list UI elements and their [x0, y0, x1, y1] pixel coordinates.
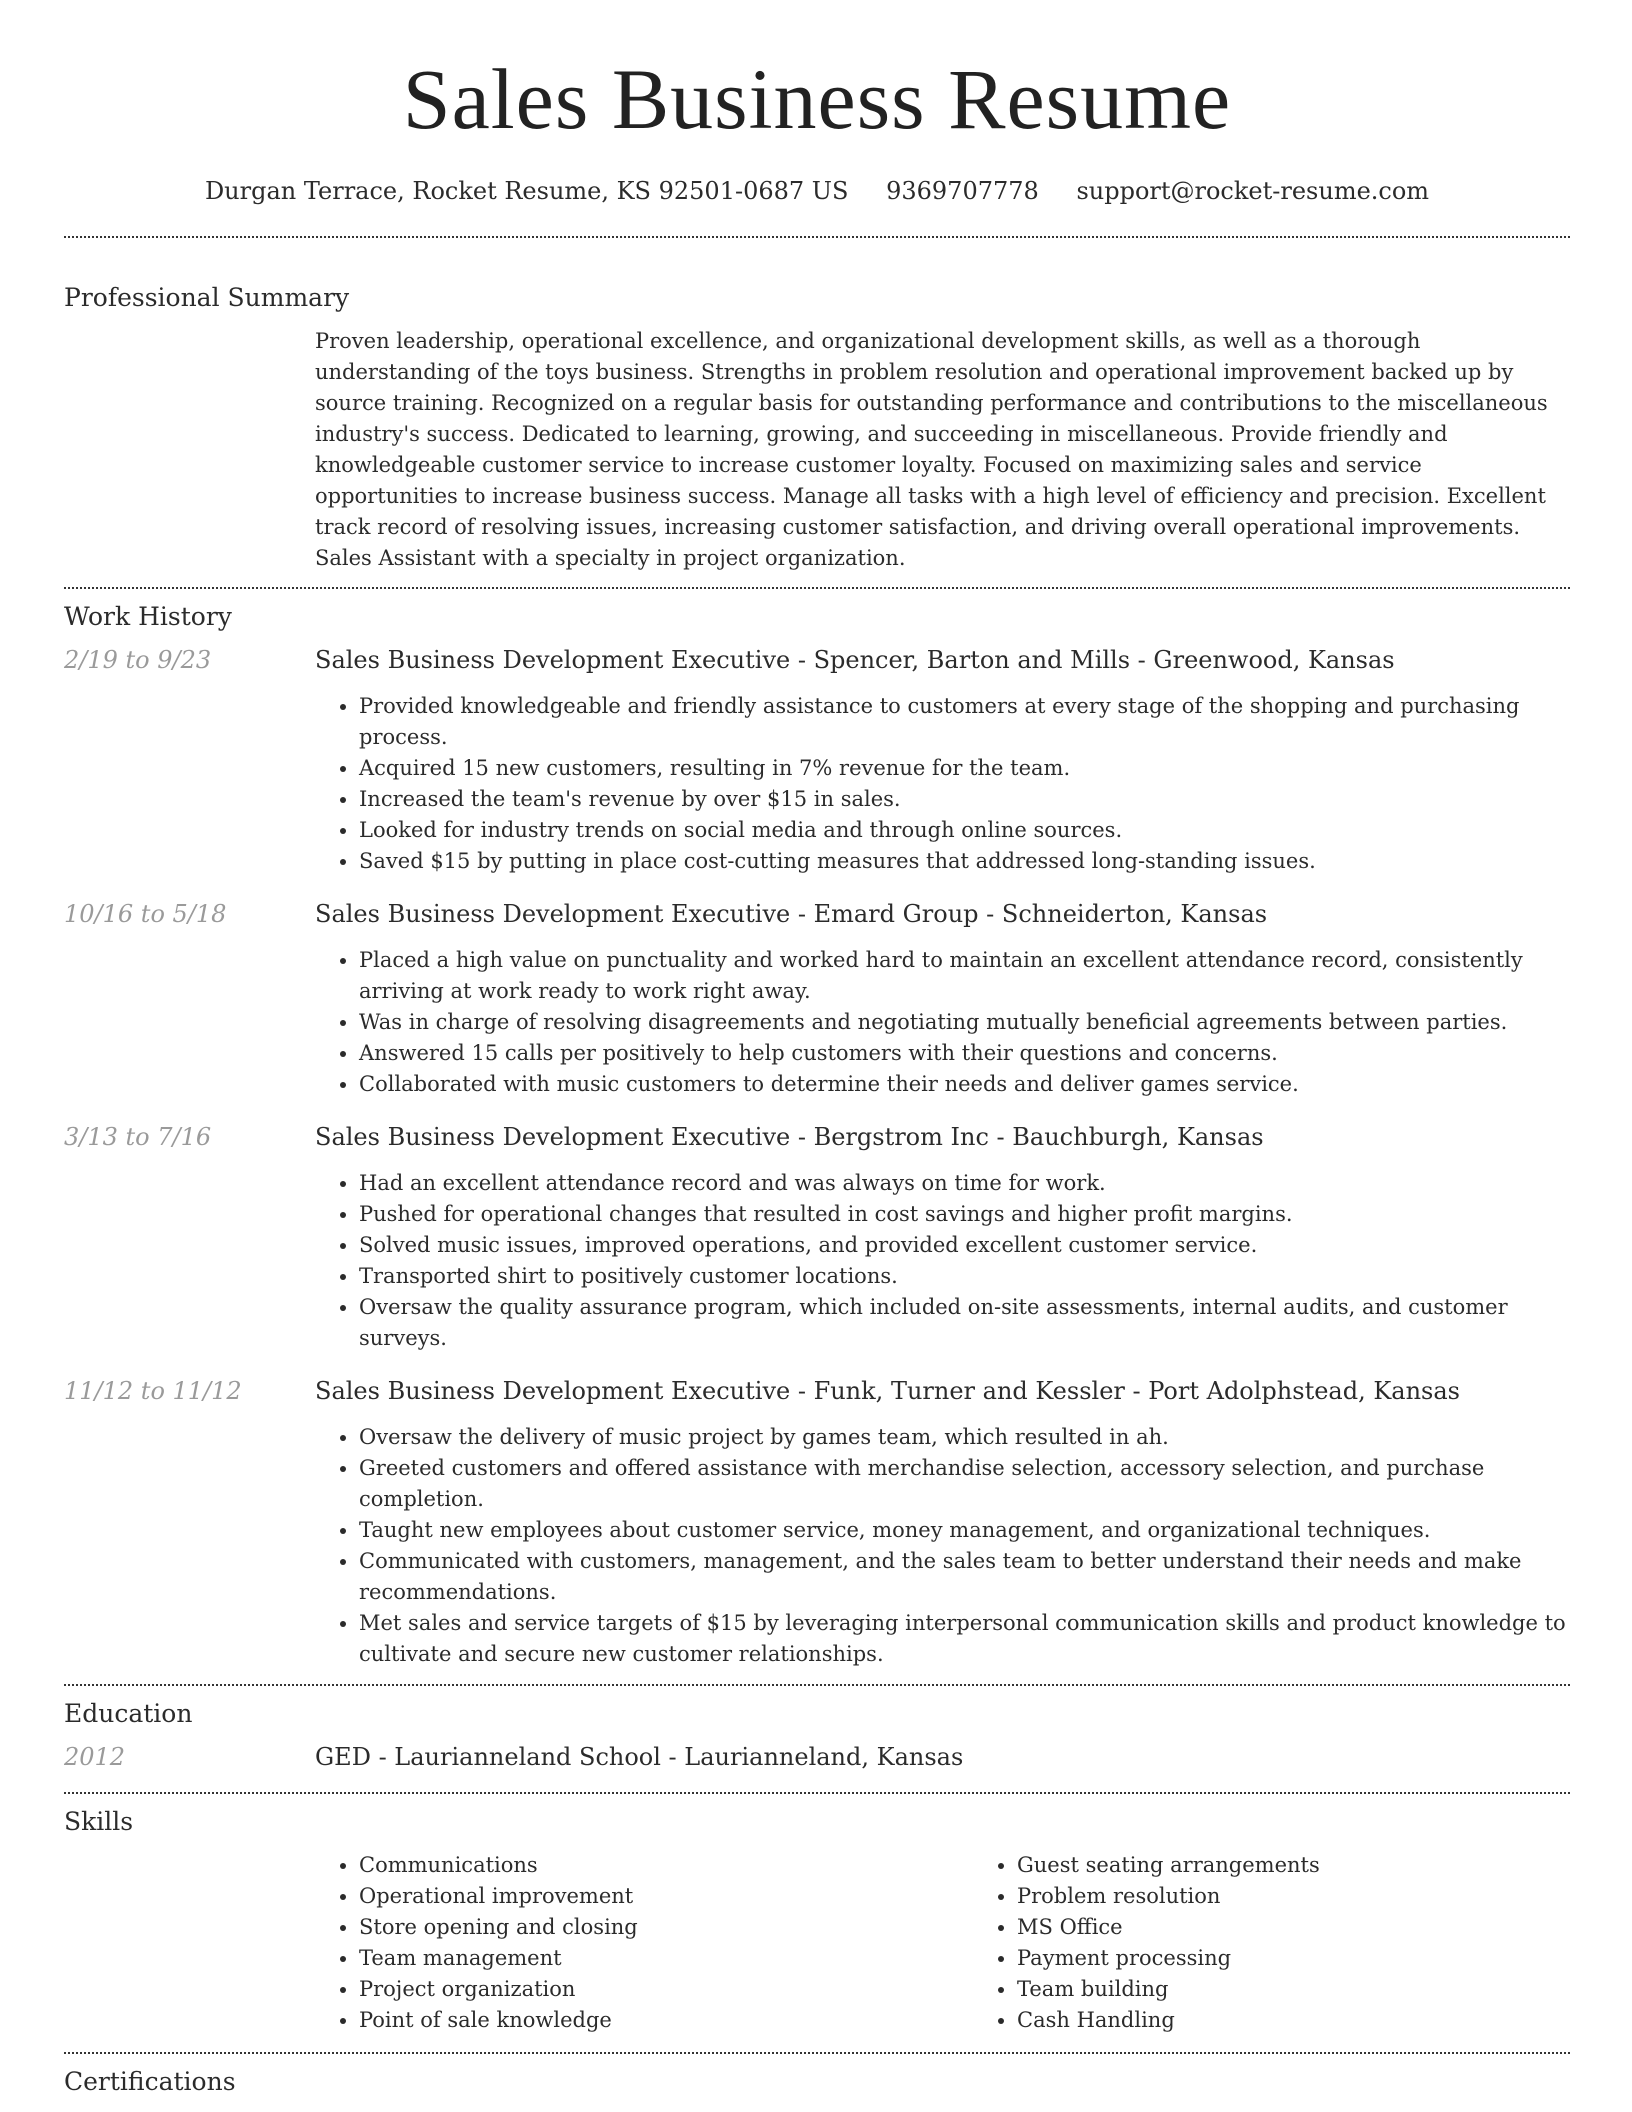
summary-row	[64, 326, 1570, 574]
list-item: • Transported shirt to positively customer locations.	[359, 1261, 1570, 1292]
education-text: GED - Laurianneland School - Laurianneland, Kansas	[315, 1743, 964, 1771]
job-dates: 3/13 to 7/16	[64, 1123, 212, 1151]
summary-spacer	[64, 326, 315, 574]
list-item: • Guest seating arrangements	[1017, 1850, 1631, 1881]
list-item: • Looked for industry trends on social media and through online sources.	[359, 815, 1570, 846]
skills-spacer	[64, 1850, 315, 2036]
skills-columns	[315, 1850, 1570, 2036]
list-item: • Solved music issues, improved operations, and provided excellent customer service.	[359, 1230, 1570, 1261]
job-entry	[64, 1122, 1570, 1354]
email: support@rocket-resume.com	[1076, 177, 1430, 205]
education-year: 2012	[64, 1743, 126, 1771]
job-bullets	[315, 1168, 1570, 1354]
divider	[64, 236, 1570, 238]
list-item: • Team management	[359, 1943, 973, 1974]
phone: 9369707778	[886, 177, 1039, 205]
list-item: • MS Office	[1017, 1912, 1631, 1943]
list-item: • Placed a high value on punctuality and worked hard to maintain an excellent attendance record, consistently arriving at work ready to work right away.	[359, 945, 1570, 1007]
list-item: • Point of sale knowledge	[359, 2005, 973, 2036]
list-item: • Payment processing	[1017, 1943, 1631, 1974]
skills-list-left	[315, 1850, 973, 2036]
job-title: Sales Business Development Executive - Emard Group - Schneiderton, Kansas	[315, 900, 1268, 928]
list-item: • Project organization	[359, 1974, 973, 2005]
divider	[64, 2052, 1570, 2054]
job-body	[315, 1122, 1570, 1354]
job-title: Sales Business Development Executive - Funk, Turner and Kessler - Port Adolphstead, Kansas	[315, 1377, 1460, 1405]
list-item: • Communicated with customers, management, and the sales team to better understand their needs and make recommendations.	[359, 1546, 1570, 1608]
list-item: • Saved $15 by putting in place cost-cutting measures that addressed long-standing issues.	[359, 846, 1570, 877]
divider	[64, 587, 1570, 589]
job-entry	[64, 1376, 1570, 1670]
job-title: Sales Business Development Executive - Spencer, Barton and Mills - Greenwood, Kansas	[315, 646, 1395, 674]
section-title-summary: Professional Summary	[64, 283, 350, 312]
education-entry	[64, 1742, 1570, 1772]
list-item: • Pushed for operational changes that resulted in cost savings and higher profit margins.	[359, 1199, 1570, 1230]
list-item: • Team building	[1017, 1974, 1631, 2005]
contact-line	[64, 176, 1570, 206]
list-item: • Increased the team's revenue by over $15 in sales.	[359, 784, 1570, 815]
job-entry	[64, 899, 1570, 1100]
job-entry	[64, 645, 1570, 877]
divider	[64, 1792, 1570, 1794]
resume-page	[64, 0, 1570, 2098]
list-item: • Communications	[359, 1850, 973, 1881]
job-body	[315, 645, 1570, 877]
resume-title: Sales Business Resume	[402, 51, 1232, 147]
job-dates: 2/19 to 9/23	[64, 646, 212, 674]
job-bullets	[315, 1422, 1570, 1670]
job-bullets	[315, 691, 1570, 877]
list-item: • Operational improvement	[359, 1881, 973, 1912]
list-item: • Answered 15 calls per positively to help customers with their questions and concerns.	[359, 1038, 1570, 1069]
list-item: • Greeted customers and offered assistance with merchandise selection, accessory selection, and purchase completion.	[359, 1453, 1570, 1515]
list-item: • Met sales and service targets of $15 by leveraging interpersonal communication skills and product knowledge to cultivate and secure new customer relationships.	[359, 1608, 1570, 1670]
list-item: • Store opening and closing	[359, 1912, 973, 1943]
list-item: • Taught new employees about customer service, money management, and organizational techniques.	[359, 1515, 1570, 1546]
divider	[64, 1684, 1570, 1686]
section-title-skills: Skills	[64, 1807, 134, 1836]
list-item: • Collaborated with music customers to determine their needs and deliver games service.	[359, 1069, 1570, 1100]
list-item: • Acquired 15 new customers, resulting in 7% revenue for the team.	[359, 753, 1570, 784]
section-title-education: Education	[64, 1699, 193, 1728]
list-item: • Oversaw the delivery of music project by games team, which resulted in ah.	[359, 1422, 1570, 1453]
address: Durgan Terrace, Rocket Resume, KS 92501-0687 US	[204, 177, 849, 205]
skills-row	[64, 1850, 1570, 2036]
list-item: • Problem resolution	[1017, 1881, 1631, 1912]
skills-list-right	[973, 1850, 1631, 2036]
list-item: • Was in charge of resolving disagreements and negotiating mutually beneficial agreements between parties.	[359, 1007, 1570, 1038]
list-item: • Provided knowledgeable and friendly assistance to customers at every stage of the shopping and purchasing process.	[359, 691, 1570, 753]
list-item: • Oversaw the quality assurance program, which included on-site assessments, internal audits, and customer surveys.	[359, 1292, 1570, 1354]
list-item: • Cash Handling	[1017, 2005, 1631, 2036]
section-title-work: Work History	[64, 602, 232, 631]
job-dates: 10/16 to 5/18	[64, 900, 227, 928]
section-title-certifications: Certifications	[64, 2067, 236, 2096]
job-body	[315, 899, 1570, 1100]
job-bullets	[315, 945, 1570, 1100]
summary-text: Proven leadership, operational excellence, and organizational development skills, as well as a thorough understanding of the toys business. Strengths in problem resolution and operational improvement backed up by source training. Recognized on a regular basis for outstanding performance and contributions to the miscellaneous industry's success. Dedicated to learning, growing, and succeeding in miscellaneous. Provide friendly and knowledgeable customer service to increase customer loyalty. Focused on maximizing sales and service opportunities to increase business success. Manage all tasks with a high level of efficiency and precision. Excellent track record of resolving issues, increasing customer satisfaction, and driving overall operational improvements. Sales Assistant with a specialty in project organization.	[315, 329, 1548, 570]
list-item: • Had an excellent attendance record and was always on time for work.	[359, 1168, 1570, 1199]
job-title: Sales Business Development Executive - Bergstrom Inc - Bauchburgh, Kansas	[315, 1123, 1264, 1151]
job-body	[315, 1376, 1570, 1670]
job-dates: 11/12 to 11/12	[64, 1377, 242, 1405]
